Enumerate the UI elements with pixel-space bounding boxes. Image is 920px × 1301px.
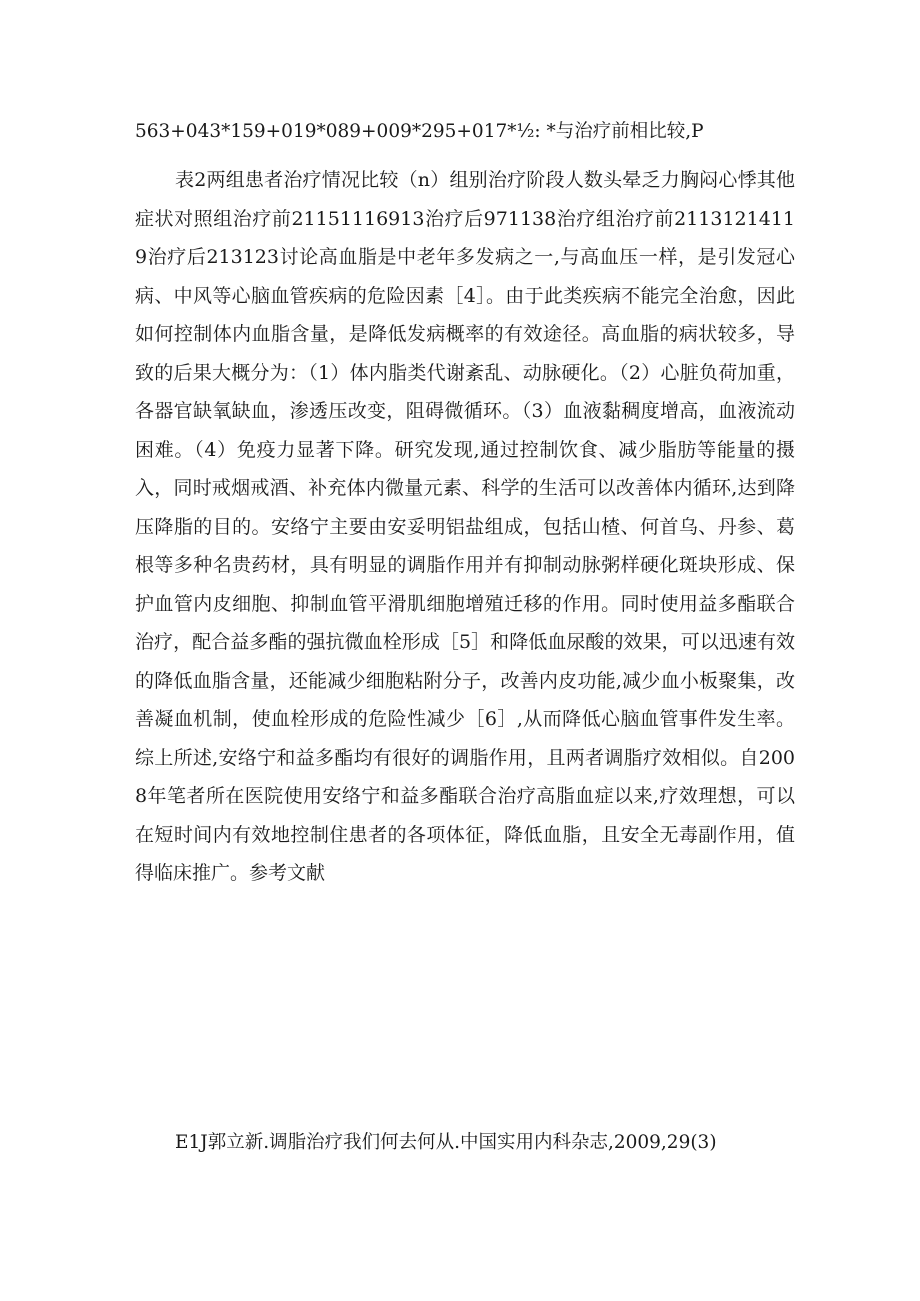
reference-item: E1J郭立新.调脂治疗我们何去何从.中国实用内科杂志,2009,29(3): [175, 1132, 717, 1153]
body-paragraph: 表2两组患者治疗情况比较（n）组别治疗阶段人数头晕乏力胸闷心悸其他症状对照组治疗前21151116913治疗后971138治疗组治疗前21131214119治疗后213123讨论高血脂是中老年多发病之一,与高血压一样，是引发冠心病、中风等心脑血管疾病的危险因素［4］。由于此类疾病不能完全治愈，因此如何控制体内血脂含量，是降低发病概率的有效途径。高血脂的病状较多，导致的后果大概分为：（1）体内脂类代谢紊乱、动脉硬化。（2）心脏负荷加重，各器官缺氧缺血，渗透压改变，阻碍微循环。（3）血液黏稠度增高，血液流动困难。（4）免疫力显著下降。研究发现,通过控制饮食、减少脂肪等能量的摄入，同时戒烟戒酒、补充体内微量元素、科学的生活可以改善体内循环,达到降压降脂的目的。安络宁主要由安妥明铝盐组成，包括山楂、何首乌、丹参、葛根等多种名贵药材，具有明显的调脂作用并有抑制动脉粥样硬化斑块形成、保护血管内皮细胞、抑制血管平滑肌细胞增殖迁移的作用。同时使用益多酯联合治疗，配合益多酯的强抗微血栓形成［5］和降低血尿酸的效果，可以迅速有效的降低血脂含量，还能减少细胞粘附分子，改善内皮功能,减少血小板聚集，改善凝血机制，使血栓形成的危险性减少［6］,从而降低心脑血管事件发生率。综上所述,安络宁和益多酯均有很好的调脂作用，且两者调脂疗效相似。自2008年笔者所在医院使用安络宁和益多酯联合治疗高脂血症以来,疗效理想，可以在短时间内有效地控制住患者的各项体征，降低血脂，且安全无毒副作用，值得临床推广。参考文献: [135, 169, 795, 884]
table-footnote-line: 563+043*159+019*089+009*295+017*½: *与治疗前相比较,P: [135, 121, 704, 142]
